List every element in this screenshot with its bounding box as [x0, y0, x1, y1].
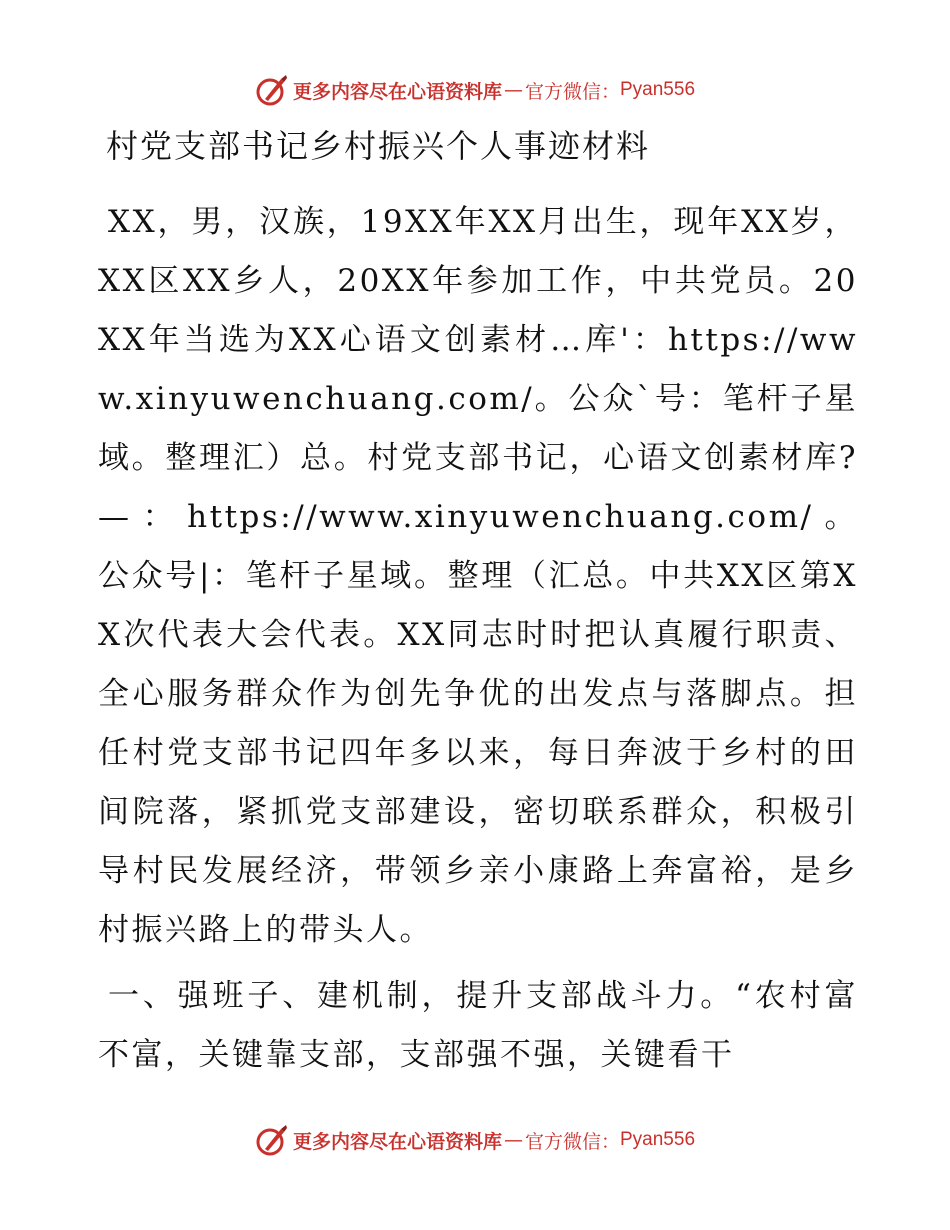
- watermark-dash: —: [503, 1129, 523, 1151]
- document-title: 村党支部书记乡村振兴个人事迹材料: [106, 127, 651, 165]
- quill-pen-logo-icon: [255, 73, 289, 107]
- watermark-wechat-label: 官方微信：: [524, 80, 620, 103]
- watermark-brand-text: 更多内容尽在心语资料库: [292, 80, 502, 103]
- body-paragraph-2: 一、强班子、建机制，提升支部战斗力。“农村富不富，关键靠支部，支部强不强，关键看干: [98, 978, 858, 1073]
- quill-pen-logo-icon: [255, 1123, 289, 1157]
- footer-watermark: [0, 1120, 950, 1160]
- body-paragraph-1: XX，男，汉族，19XX年XX月出生，现年XX岁，XX区XX乡人，20XX年参加工作，中共党员。20XX年当选为XX心语文创素材…库'：https://www.xinyuwenchuang.com/。公众`号：笔杆子星域。整理汇）总。村党支部书记，心语文创素材库?—：https://www.xinyuwenchuang.com/。公众号|：笔杆子星域。整理（汇总。中共XX区第XX次代表大会代表。XX同志时时把认真履行职责、全心服务群众作为创先争优的出发点与落脚点。担任村党支部书记四年多以来，每日奔波于乡村的田间院落，紧抓党支部建设，密切联系群众，积极引导村民发展经济，带领乡亲小康路上奔富裕，是乡村振兴路上的带头人。: [98, 204, 858, 948]
- watermark-wechat-id: Pyan556: [620, 79, 696, 100]
- header-watermark: [0, 70, 950, 110]
- watermark-wechat-label: 官方微信：: [524, 1130, 620, 1153]
- watermark-wechat-id: Pyan556: [620, 1129, 696, 1150]
- watermark-brand-text: 更多内容尽在心语资料库: [292, 1130, 502, 1153]
- watermark-dash: —: [503, 79, 523, 101]
